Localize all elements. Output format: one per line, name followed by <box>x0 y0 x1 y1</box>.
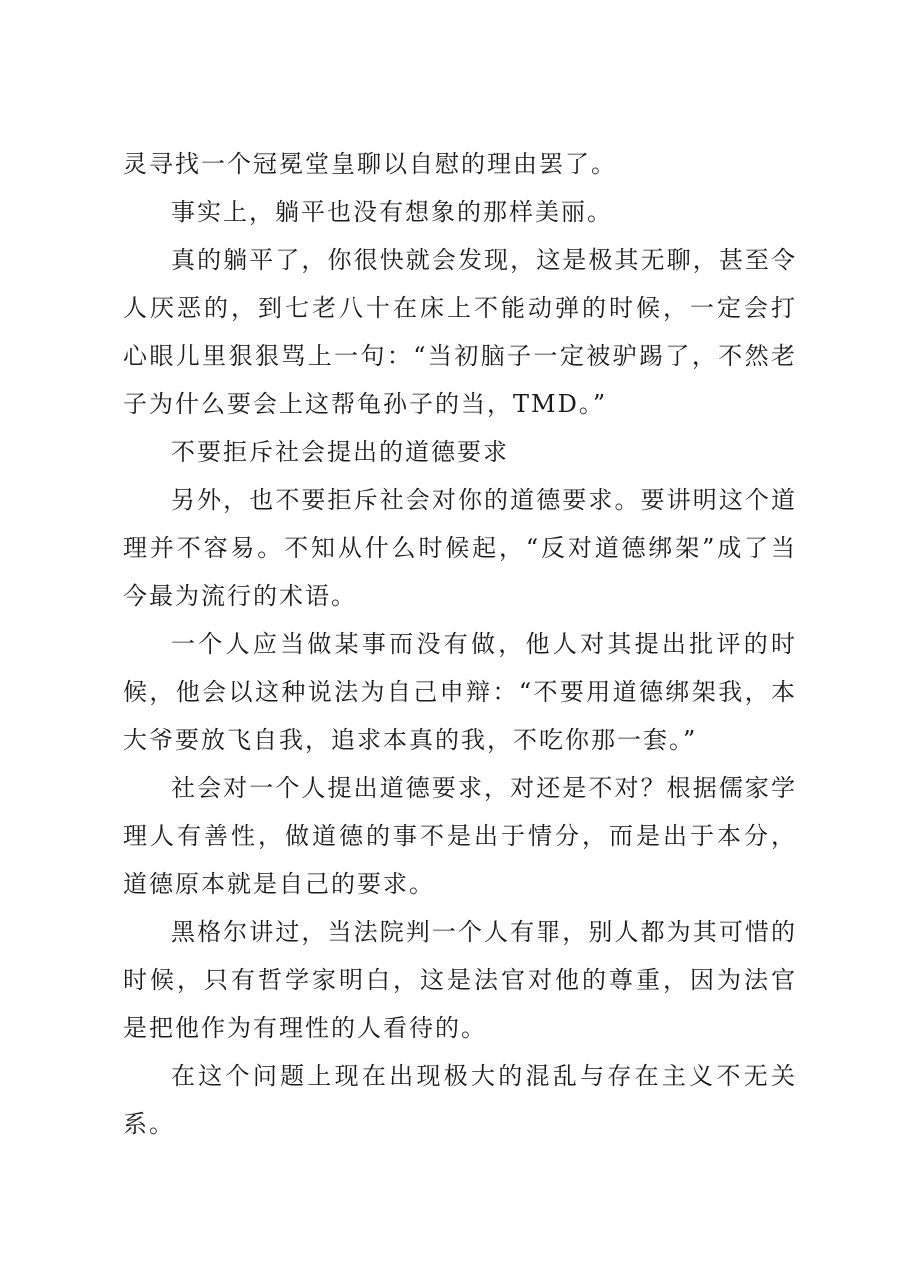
paragraph: 黑格尔讲过，当法院判一个人有罪，别人都为其可惜的时候，只有哲学家明白，这是法官对他的尊重，因为法官是把他作为有理性的人看待的。 <box>123 918 797 1042</box>
paragraph: 事实上，躺平也没有想象的那样美丽。 <box>171 198 613 226</box>
paragraph: 社会对一个人提出道德要求，对还是不对？根据儒家学理人有善性，做道德的事不是出于情分，而是出于本分，道德原本就是自己的要求。 <box>123 774 797 898</box>
paragraph: 一个人应当做某事而没有做，他人对其提出批评的时候，他会以这种说法为自己申辩：“不要用道德绑架我，本大爷要放飞自我，追求本真的我，不吃你那一套。” <box>123 630 797 754</box>
document-body <box>123 140 797 1148</box>
paragraph: 在这个问题上现在出现极大的混乱与存在主义不无关系。 <box>123 1062 797 1138</box>
section-heading: 不要拒斥社会提出的道德要求 <box>171 438 509 466</box>
paragraph-continuation: 灵寻找一个冠冕堂皇聊以自慰的理由罢了。 <box>123 150 617 178</box>
paragraph: 另外，也不要拒斥社会对你的道德要求。要讲明这个道理并不容易。不知从什么时候起，“反对道德绑架”成了当今最为流行的术语。 <box>123 486 797 610</box>
paragraph: 真的躺平了，你很快就会发现，这是极其无聊，甚至令人厌恶的，到七老八十在床上不能动弹的时候，一定会打心眼儿里狠狠骂上一句：“当初脑子一定被驴踢了，不然老子为什么要会上这帮龟孙子的当，TMD。” <box>123 246 797 418</box>
